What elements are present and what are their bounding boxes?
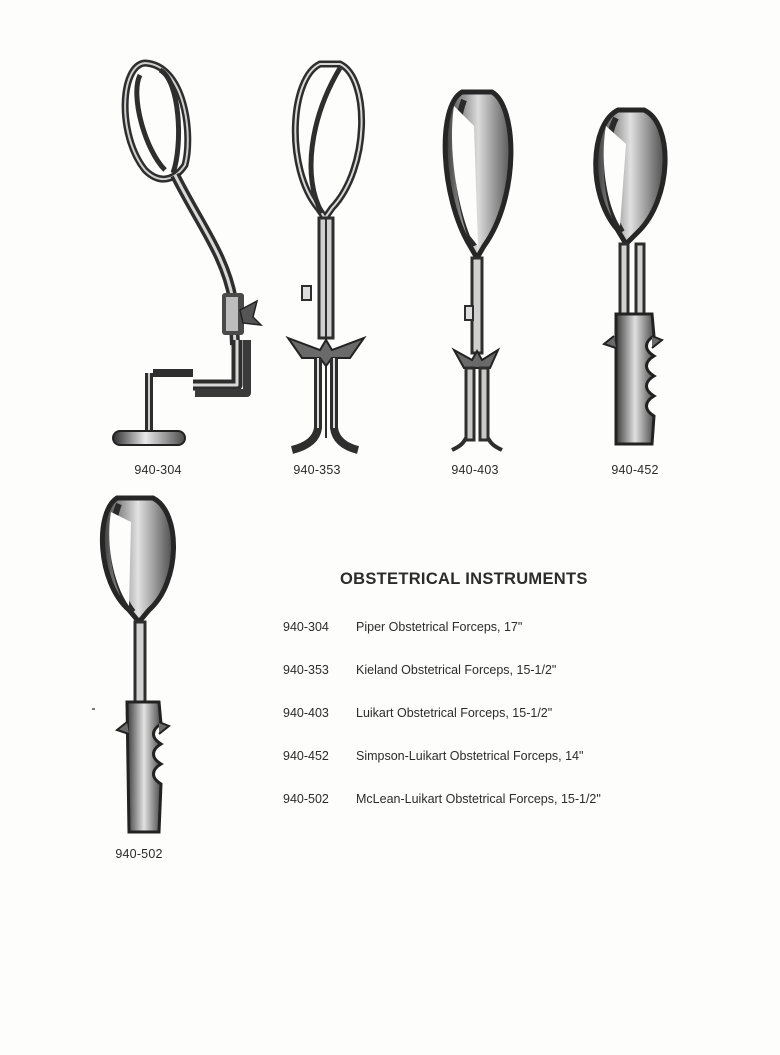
item-description: Piper Obstetrical Forceps, 17" xyxy=(356,620,523,634)
illustration-label: 940-452 xyxy=(611,463,659,477)
item-description: Luikart Obstetrical Forceps, 15-1/2" xyxy=(356,706,553,720)
page-title: OBSTETRICAL INSTRUMENTS xyxy=(340,570,588,588)
luikart-forceps-illustration xyxy=(432,86,522,456)
illustration-label: 940-304 xyxy=(134,463,182,477)
item-code: 940-353 xyxy=(283,663,329,677)
item-description: Kieland Obstetrical Forceps, 15-1/2" xyxy=(356,663,557,677)
mclean-luikart-forceps-illustration xyxy=(93,492,183,842)
item-code: 940-452 xyxy=(283,749,329,763)
scan-speck xyxy=(92,708,95,710)
piper-forceps-illustration xyxy=(105,55,265,455)
kieland-forceps-illustration xyxy=(280,58,380,458)
item-code: 940-502 xyxy=(283,792,329,806)
illustration-label: 940-353 xyxy=(293,463,341,477)
item-code: 940-304 xyxy=(283,620,329,634)
item-description: Simpson-Luikart Obstetrical Forceps, 14" xyxy=(356,749,584,763)
item-code: 940-403 xyxy=(283,706,329,720)
illustration-label: 940-502 xyxy=(115,847,163,861)
illustration-label: 940-403 xyxy=(451,463,499,477)
simpson-luikart-forceps-illustration xyxy=(582,104,682,454)
item-description: McLean-Luikart Obstetrical Forceps, 15-1/2" xyxy=(356,792,601,806)
